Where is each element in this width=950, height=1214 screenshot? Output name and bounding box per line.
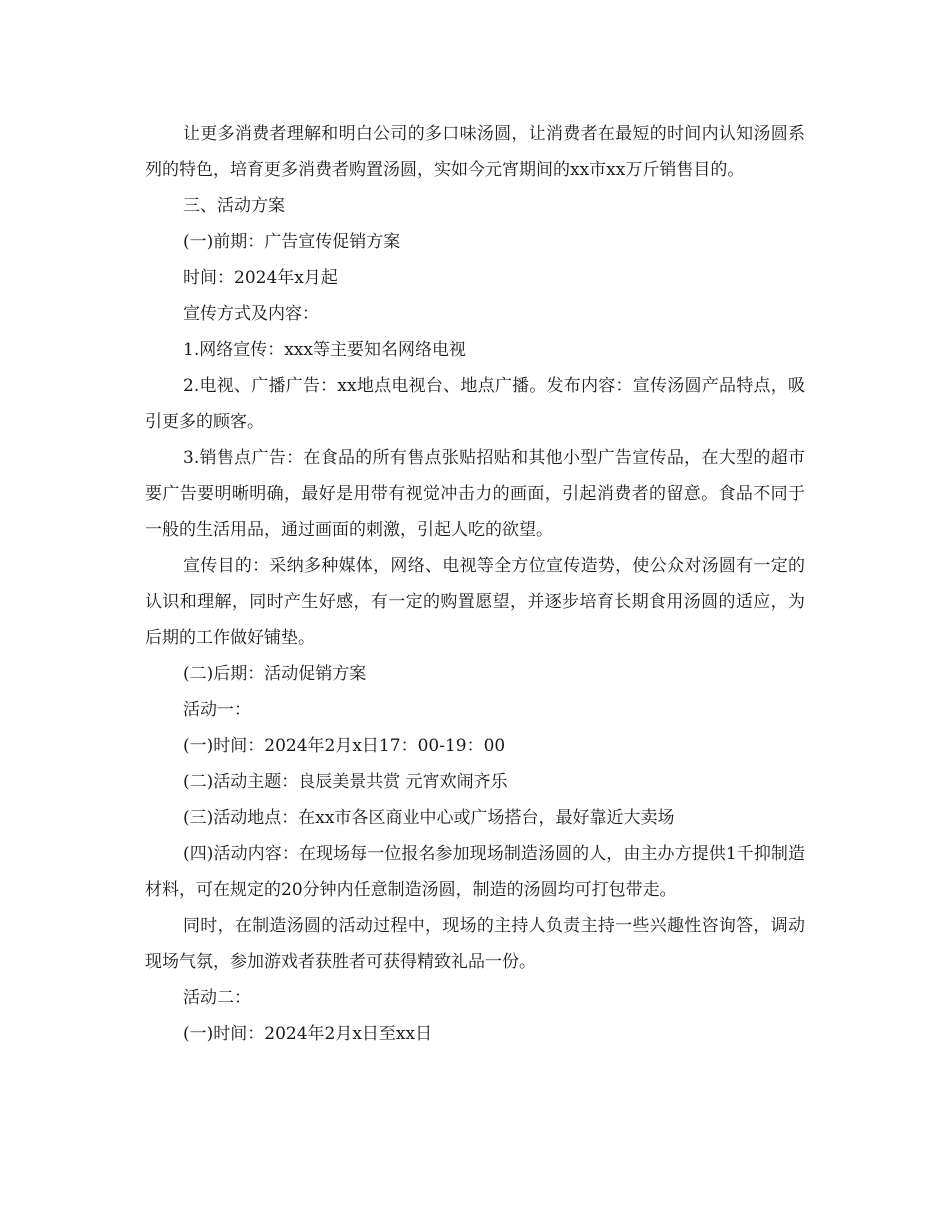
activity-one-extra: 同时，在制造汤圆的活动过程中，现场的主持人负责主持一些兴趣性咨询答，调动现场气氛，参加游戏者获胜者可获得精致礼品一份。 <box>145 916 805 972</box>
section-heading-activity-plan: 三、活动方案 <box>183 196 285 216</box>
activity-two-heading: 活动二： <box>183 988 251 1008</box>
list-item-point-of-sale: 3.销售点广告：在食品的所有售点张贴招贴和其他小型广告宣传品，在大型的超市要广告要明晰明确，最好是用带有视觉冲击力的画面，引起消费者的留意。食品不同于一般的生活用品，通过画面的刺激，引起人吃的欲望。 <box>145 448 805 540</box>
activity-one-heading: 活动一： <box>183 700 251 720</box>
paragraph-intro: 让更多消费者理解和明白公司的多口味汤圆，让消费者在最短的时间内认知汤圆系列的特色，培育更多消费者购置汤圆，实如今元宵期间的xx市xx万斤销售目的。 <box>145 124 805 180</box>
paragraph-time: 时间：2024年x月起 <box>183 268 338 288</box>
activity-two-time: (一)时间：2024年2月x日至xx日 <box>183 1024 433 1044</box>
activity-one-content: (四)活动内容：在现场每一位报名参加现场制造汤圆的人，由主办方提供1千抑制造材料，可在规定的20分钟内任意制造汤圆，制造的汤圆均可打包带走。 <box>145 844 805 900</box>
subheading-late-phase: (二)后期：活动促销方案 <box>183 664 367 684</box>
subheading-early-phase: (一)前期：广告宣传促销方案 <box>183 232 401 252</box>
list-item-online: 1.网络宣传：xxx等主要知名网络电视 <box>183 340 466 360</box>
activity-one-time: (一)时间：2024年2月x日17：00-19：00 <box>183 736 506 756</box>
activity-one-theme: (二)活动主题：良辰美景共赏 元宵欢闹齐乐 <box>183 772 508 792</box>
document-body <box>145 116 805 1052</box>
paragraph-publicity-goal: 宣传目的：采纳多种媒体，网络、电视等全方位宣传造势，使公众对汤圆有一定的认识和理解，同时产生好感，有一定的购置愿望，并逐步培育长期食用汤圆的适应，为后期的工作做好铺垫。 <box>145 556 805 648</box>
activity-one-location: (三)活动地点：在xx市各区商业中心或广场搭台，最好靠近大卖场 <box>183 808 675 828</box>
list-item-tv-radio: 2.电视、广播广告：xx地点电视台、地点广播。发布内容：宣传汤圆产品特点，吸引更多的顾客。 <box>145 376 805 432</box>
paragraph-publicity-methods: 宣传方式及内容： <box>183 304 319 324</box>
